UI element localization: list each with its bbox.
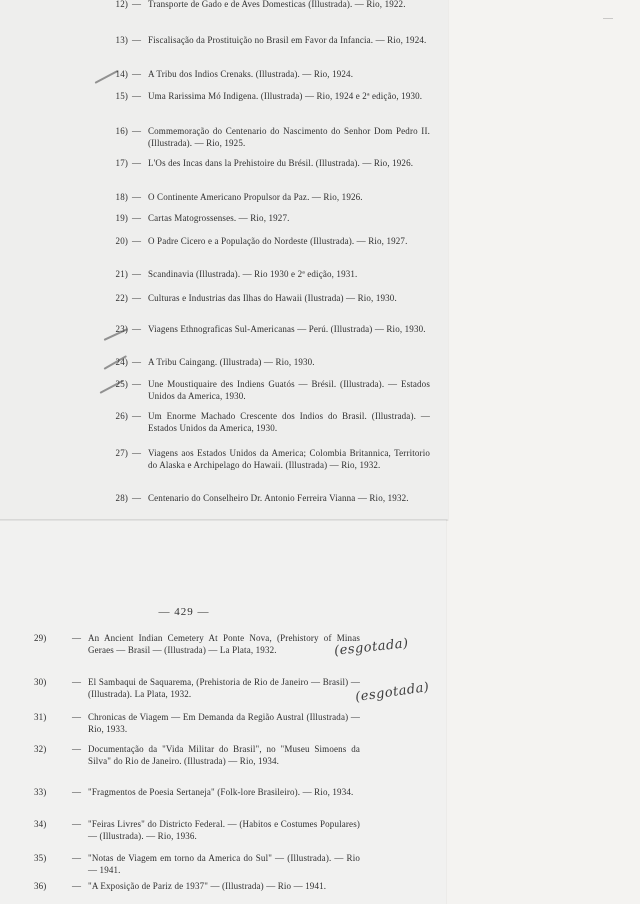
item-number: 33)	[34, 787, 47, 797]
item-text: Culturas e Industrias das Ilhas do Hawaii (Ilustrada) — Rio, 1930.	[148, 293, 397, 303]
item-text: Chronicas de Viagem — Em Demanda da Região Austral (Illustrada) — Rio, 1933.	[88, 712, 360, 734]
paper-mark	[603, 18, 613, 19]
item-text: O Continente Americano Propulsor da Paz. — Rio, 1926.	[148, 192, 363, 202]
item-text: A Tribu Caingang. (Illustrada) — Rio, 1930.	[148, 357, 315, 367]
item-number: 16)	[115, 126, 128, 136]
list-item	[100, 125, 440, 149]
dash-separator: —	[132, 0, 142, 9]
item-number: 15)	[115, 91, 128, 101]
dash-separator: —	[72, 881, 82, 891]
item-number: 34)	[34, 819, 47, 829]
dash-separator: —	[132, 493, 142, 503]
list-item	[100, 492, 440, 516]
list-item	[100, 378, 440, 402]
list-item	[100, 90, 440, 114]
dash-separator: —	[72, 677, 82, 687]
list-item	[100, 68, 440, 82]
item-text: Documentação da "Vida Militar do Brasil", no "Museu Simoens da Silva" do Rio de Janeiro. (Illustrada) — Rio, 1934.	[88, 744, 360, 766]
item-text: El Sambaqui de Saquarema, (Prehistoria de Rio de Janeiro — Brasil) — (Illustrada). La Plata, 1932.	[88, 677, 360, 699]
list-item	[100, 323, 440, 347]
page-separator	[0, 519, 448, 521]
page-number: — 429 —	[158, 606, 210, 618]
dash-separator: —	[72, 819, 82, 829]
list-item	[100, 235, 440, 259]
item-number: 20)	[115, 236, 128, 246]
list-item	[24, 852, 374, 876]
item-text: L'Os des Incas dans la Prehistoire du Brésil. (Illustrada). — Rio, 1926.	[148, 158, 414, 168]
list-item	[24, 632, 374, 668]
dash-separator: —	[132, 35, 142, 45]
list-item	[100, 212, 440, 226]
list-item	[24, 786, 374, 810]
list-item	[100, 157, 440, 181]
item-number: 22)	[115, 293, 128, 303]
list-item	[24, 743, 374, 779]
handwritten-note: (esgotada)	[333, 636, 410, 659]
item-text: Fiscalisação da Prostituição no Brasil em Favor da Infancia. — Rio, 1924.	[148, 35, 427, 45]
list-item	[100, 0, 440, 22]
list-item	[100, 356, 440, 370]
list-item	[100, 292, 440, 316]
item-number: 31)	[34, 712, 47, 722]
item-number: 14)	[115, 69, 128, 79]
item-number: 35)	[34, 853, 47, 863]
item-text: Transporte de Gado e de Aves Domesticas (Illustrada). — Rio, 1922.	[148, 0, 406, 9]
dash-separator: —	[72, 712, 82, 722]
item-number: 36)	[34, 881, 47, 891]
list-item	[100, 447, 440, 481]
item-number: 18)	[115, 192, 128, 202]
item-text: Scandinavia (Illustrada). — Rio 1930 e 2ª edição, 1931.	[148, 269, 358, 279]
dash-separator: —	[72, 744, 82, 754]
handwritten-note: (esgotada)	[354, 679, 431, 706]
list-item	[24, 711, 374, 735]
item-text: O Padre Cicero e a População do Nordeste (Illustrada). — Rio, 1927.	[148, 236, 408, 246]
item-text: Viagens Ethnograficas Sul-Americanas — Perú. (Illustrada) — Rio, 1930.	[148, 324, 426, 334]
list-item	[24, 818, 374, 842]
item-number: 27)	[115, 448, 128, 458]
item-text: "Fragmentos de Poesia Sertaneja" (Folk-lore Brasileiro). — Rio, 1934.	[88, 787, 354, 797]
item-text: "Feiras Livres" do Districto Federal. — (Habitos e Costumes Populares) — (Illustrada). — Rio, 1936.	[88, 819, 360, 841]
item-text: Commemoração do Centenario do Nascimento do Senhor Dom Pedro II. (Illustrada). — Rio, 1925.	[148, 126, 430, 148]
dash-separator: —	[132, 269, 142, 279]
dash-separator: —	[132, 293, 142, 303]
dash-separator: —	[72, 787, 82, 797]
item-number: 28)	[115, 493, 128, 503]
item-number: 26)	[115, 411, 128, 421]
item-text: Une Moustiquaire des Indiens Guatós — Brésil. (Illustrada). — Estados Unidos da America, 1930.	[148, 379, 430, 401]
item-text: Cartas Matogrossenses. — Rio, 1927.	[148, 213, 290, 223]
dash-separator: —	[132, 126, 142, 136]
item-text: Viagens aos Estados Unidos da America; Colombia Britannica, Territorio do Alaska e Archipelago do Hawaii. (Illustrada) — Rio, 1932.	[148, 448, 430, 470]
list-item	[24, 676, 374, 700]
item-text: Uma Rarissima Mó Indigena. (Illustrada) — Rio, 1924 e 2ª edição, 1930.	[148, 91, 423, 101]
item-number: 13)	[115, 35, 128, 45]
dash-separator: —	[72, 633, 82, 643]
list-item	[100, 34, 440, 58]
dash-separator: —	[132, 379, 142, 389]
item-number: 23)	[115, 324, 128, 334]
item-number: 32)	[34, 744, 47, 754]
item-number: 24)	[115, 357, 128, 367]
item-text: "Notas de Viagem em torno da America do Sul" — (Illustrada). — Rio — 1941.	[88, 853, 360, 875]
dash-separator: —	[132, 411, 142, 421]
item-number: 21)	[115, 269, 128, 279]
item-number: 17)	[115, 158, 128, 168]
dash-separator: —	[132, 213, 142, 223]
list-item	[24, 880, 374, 904]
list-item	[100, 191, 440, 205]
item-text: "A Exposição de Pariz de 1937" — (Illustrada) — Rio — 1941.	[88, 881, 327, 891]
item-text: Centenario do Conselheiro Dr. Antonio Ferreira Vianna — Rio, 1932.	[148, 493, 409, 503]
item-number: 29)	[34, 633, 47, 643]
item-number: 30)	[34, 677, 47, 687]
item-number: 19)	[115, 213, 128, 223]
dash-separator: —	[132, 236, 142, 246]
dash-separator: —	[132, 448, 142, 458]
list-item	[100, 268, 440, 282]
dash-separator: —	[132, 69, 142, 79]
item-text: A Tribu dos Indios Crenaks. (Illustrada). — Rio, 1924.	[148, 69, 354, 79]
dash-separator: —	[132, 91, 142, 101]
list-item	[100, 410, 440, 434]
item-text: Um Enorme Machado Crescente dos Indios do Brasil. (Illustrada). — Estados Unidos da America, 1930.	[148, 411, 430, 433]
dash-separator: —	[132, 324, 142, 334]
item-number: 25)	[115, 379, 128, 389]
dash-separator: —	[72, 853, 82, 863]
dash-separator: —	[132, 357, 142, 367]
dash-separator: —	[132, 192, 142, 202]
dash-separator: —	[132, 158, 142, 168]
item-text: An Ancient Indian Cemetery At Ponte Nova, (Prehistory of Minas Geraes — Brasil — (Illustrada) — La Plata, 1932.	[88, 633, 360, 655]
item-number: 12)	[115, 0, 128, 9]
